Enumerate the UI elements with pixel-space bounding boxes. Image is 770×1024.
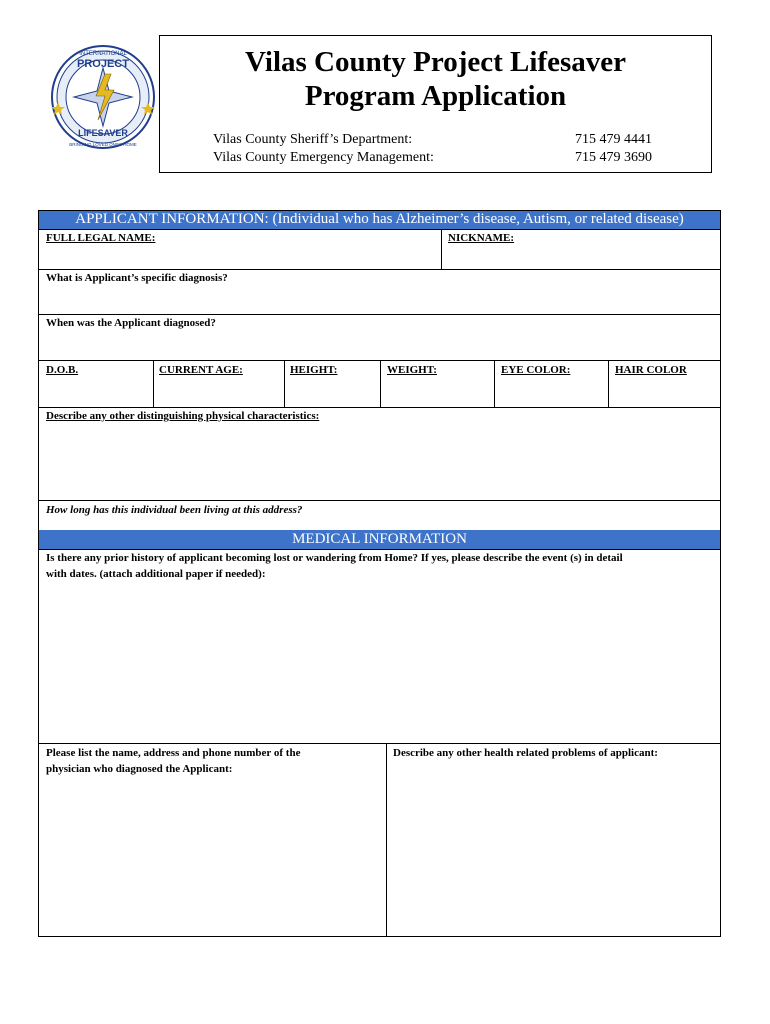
eye-color-field[interactable] xyxy=(495,361,608,406)
current-age-label: CURRENT AGE: xyxy=(159,364,243,376)
eye-color-label: EYE COLOR: xyxy=(501,364,571,376)
page-title xyxy=(160,45,711,113)
hair-color-label: HAIR COLOR xyxy=(615,364,687,376)
diagnosed-when-label: When was the Applicant diagnosed? xyxy=(46,317,216,329)
hair-color-field[interactable] xyxy=(609,361,720,406)
header-box xyxy=(159,35,712,173)
project-lifesaver-logo xyxy=(48,40,158,158)
wandering-history-label-line-2: with dates. (attach additional paper if needed): xyxy=(46,568,266,580)
logo-word-bottom: LIFESAVER xyxy=(78,128,128,138)
medical-section-header: MEDICAL INFORMATION xyxy=(39,530,720,549)
logo-bottom-text: BRINGING LOVED ONES HOME xyxy=(69,142,137,147)
physician-label-line-2: physician who diagnosed the Applicant: xyxy=(46,763,233,775)
wandering-history-label-line-1: Is there any prior history of applicant becoming lost or wandering from Home? If yes, please describe the event (s) in detail xyxy=(46,552,623,564)
height-label: HEIGHT: xyxy=(290,364,338,376)
living-duration-label: How long has this individual been living at this address? xyxy=(46,504,303,516)
characteristics-field[interactable] xyxy=(39,408,720,499)
logo-word-top: PROJECT xyxy=(77,58,129,70)
diagnosis-label: What is Applicant’s specific diagnosis? xyxy=(46,272,228,284)
dob-field[interactable] xyxy=(39,361,153,406)
full-legal-name-field[interactable] xyxy=(39,230,441,268)
diagnosis-field[interactable] xyxy=(39,270,720,313)
nickname-field[interactable] xyxy=(442,230,720,268)
application-form xyxy=(38,210,721,937)
contact-phone-emergency: 715 479 3690 xyxy=(575,150,652,165)
diagnosed-when-field[interactable] xyxy=(39,315,720,359)
wandering-history-field[interactable] xyxy=(39,550,720,742)
current-age-field[interactable] xyxy=(154,361,284,406)
dob-label: D.O.B. xyxy=(46,364,79,376)
logo-top-text: INTERNATIONAL xyxy=(79,51,127,57)
contact-name-emergency: Vilas County Emergency Management: xyxy=(213,150,434,165)
contact-name-sheriff: Vilas County Sheriff’s Department: xyxy=(213,132,413,147)
contact-phone-sheriff: 715 479 4441 xyxy=(575,132,652,147)
height-field[interactable] xyxy=(285,361,380,406)
health-problems-label: Describe any other health related problems of applicant: xyxy=(393,747,658,759)
physician-label-line-1: Please list the name, address and phone number of the xyxy=(46,747,301,759)
title-line-2: Program Application xyxy=(304,80,567,112)
full-legal-name-label: FULL LEGAL NAME: xyxy=(46,232,156,244)
characteristics-label: Describe any other distinguishing physical characteristics: xyxy=(46,410,320,422)
health-problems-field[interactable] xyxy=(387,744,720,936)
weight-field[interactable] xyxy=(381,361,494,406)
applicant-section-header: APPLICANT INFORMATION: (Individual who has Alzheimer’s disease, Autism, or related disease) xyxy=(39,211,720,229)
title-line-1: Vilas County Project Lifesaver xyxy=(245,46,626,78)
weight-label: WEIGHT: xyxy=(387,364,437,376)
physician-field[interactable] xyxy=(39,744,386,936)
living-duration-field[interactable] xyxy=(39,501,720,529)
nickname-label: NICKNAME: xyxy=(448,232,514,244)
